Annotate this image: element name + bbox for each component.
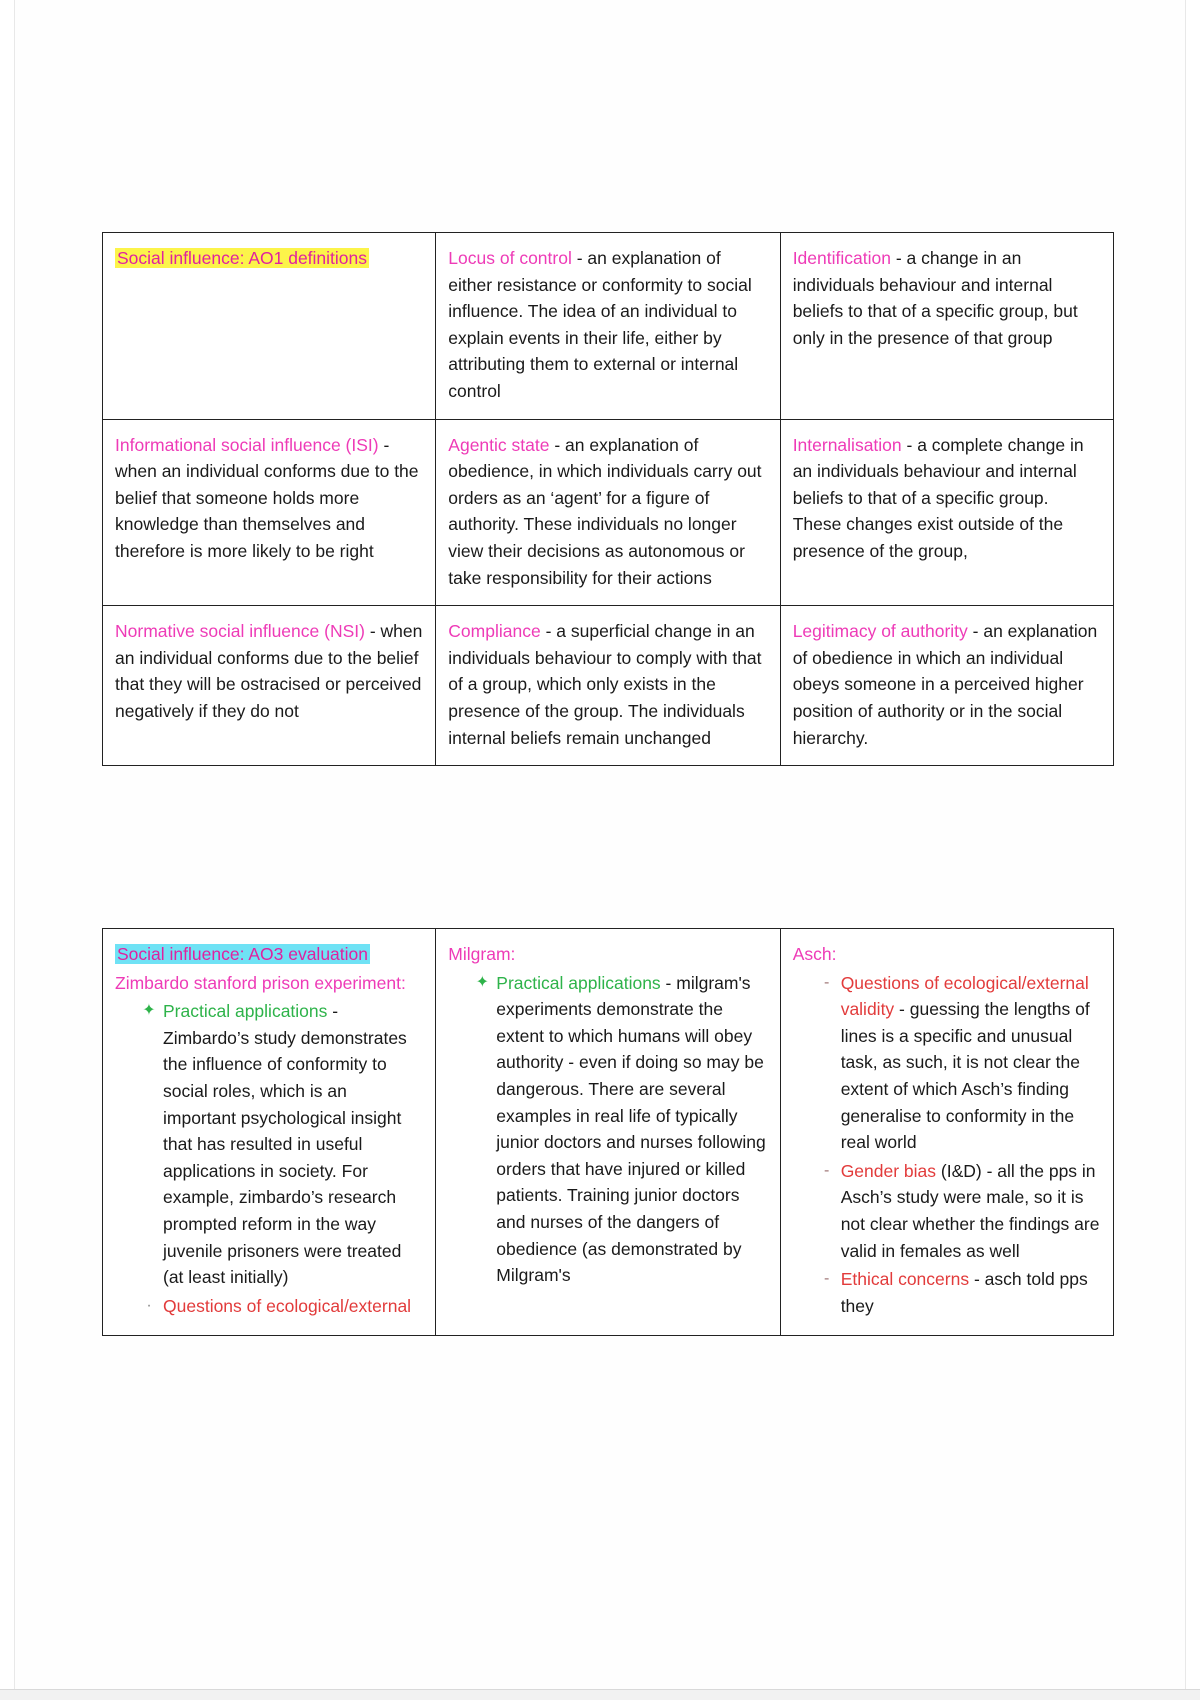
- term-compliance: Compliance: [448, 621, 541, 642]
- dash-marker-icon: -: [824, 1270, 830, 1288]
- point-term: Ethical concerns: [840, 1269, 970, 1290]
- list-item: [474, 970, 767, 1289]
- definition-body: - an explanation of either resistance or conformity to social influence. The idea of an individual to explain events in their life, either by attributing them to external or internal control: [448, 248, 752, 401]
- cell-agentic-state: [436, 419, 780, 606]
- cell-locus-of-control: [436, 233, 780, 420]
- cell-ao1-heading: [103, 233, 436, 420]
- zimbardo-point-list: [115, 998, 423, 1319]
- table-row: [103, 419, 1114, 606]
- list-item: [819, 970, 1101, 1156]
- page-bottom-edge: [0, 1689, 1200, 1700]
- ao1-heading-text: Social influence: AO1 definitions: [117, 248, 368, 268]
- ao1-heading-line: [115, 245, 423, 272]
- table-row: [103, 929, 1114, 1336]
- point-term: Questions of ecological/external: [163, 1295, 412, 1316]
- list-item: [141, 998, 423, 1291]
- cell-asch-evaluation: [780, 929, 1113, 1336]
- cell-zimbardo-evaluation: [103, 929, 436, 1336]
- definition-paragraph: [793, 432, 1101, 565]
- definition-paragraph: [448, 432, 767, 592]
- cell-compliance: [436, 606, 780, 766]
- definition-body: - when an individual conforms due to the belief that they will be ostracised or perceived negatively if they do not: [115, 621, 423, 721]
- cell-internalisation: [780, 419, 1113, 606]
- cell-normative-social-influence: [103, 606, 436, 766]
- cell-milgram-evaluation: [436, 929, 780, 1336]
- milgram-point-list: [448, 970, 767, 1289]
- definitions-table: [102, 232, 1114, 766]
- point-term: Practical applications: [496, 972, 661, 993]
- page-left-margin: [0, 0, 15, 1700]
- cell-legitimacy-of-authority: [780, 606, 1113, 766]
- list-item: [819, 1158, 1101, 1264]
- definition-paragraph: [448, 245, 767, 405]
- definition-body: - a superficial change in an individuals behaviour to comply with that of a group, which only exists in the presence of the group. The individuals internal beliefs remain unchanged: [448, 621, 762, 748]
- definition-paragraph: [115, 618, 423, 724]
- dot-marker-icon: ·: [146, 1296, 152, 1314]
- point-term: Practical applications: [163, 1001, 328, 1022]
- asch-subheading: Asch:: [792, 944, 837, 964]
- point-body: - guessing the lengths of lines is a specific and unusual task, as such, it is not clear the extent of which Asch’s finding generalise to conformity in the real world: [840, 999, 1090, 1153]
- definition-paragraph: [448, 618, 767, 751]
- milgram-subheading: Milgram:: [448, 944, 516, 964]
- definition-body: - a change in an individuals behaviour and internal beliefs to that of a specific group, but only in the presence of that group: [792, 248, 1078, 348]
- point-term: Questions of ecological/external validity: [840, 972, 1089, 1020]
- dash-marker-icon: -: [824, 1161, 830, 1179]
- term-identification: Identification: [792, 248, 891, 268]
- point-term: Gender bias: [840, 1160, 937, 1181]
- term-agentic-state: Agentic state: [448, 434, 550, 455]
- asch-point-list: [793, 970, 1101, 1320]
- plus-marker-icon: ✦: [142, 1002, 156, 1020]
- list-item: [141, 1293, 423, 1320]
- definition-body: - an explanation of obedience, in which individuals carry out orders as an ‘agent’ for a figure of authority. These individuals no longer view their decisions as autonomous or take responsibility for their actions: [448, 434, 762, 588]
- zimbardo-subheading: Zimbardo stanford prison experiment:: [115, 972, 406, 993]
- definition-paragraph: [793, 245, 1101, 351]
- definition-body: - when an individual conforms due to the belief that someone holds more knowledge than themselves and therefore is more likely to be right: [115, 434, 419, 561]
- term-legitimacy-of-authority: Legitimacy of authority: [792, 621, 968, 642]
- evaluation-table: [102, 928, 1114, 1336]
- list-item: [819, 1266, 1101, 1319]
- point-body: - milgram's experiments demonstrate the extent to which humans will obey authority - even if doing so may be dangerous. There are several examples in real life of typically junior doctors and nurses following orders that have injured or killed patients. Training junior doctors and nurses of the dangers of obedience (as demonstrated by Milgram's: [496, 972, 766, 1286]
- term-locus-of-control: Locus of control: [448, 248, 572, 268]
- ao3-heading-text: Social influence: AO3 evaluation: [117, 944, 368, 964]
- cell-informational-social-influence: [103, 419, 436, 606]
- term-normative-social-influence: Normative social influence (NSI): [115, 621, 365, 642]
- definition-paragraph: [793, 618, 1101, 751]
- definition-body: - a complete change in an individuals behaviour and internal beliefs to that of a specific group. These changes exist outside of the presence of the group,: [792, 434, 1084, 561]
- point-body: - Zimbardo’s study demonstrates the influence of conformity to social roles, which is an important psychological insight that has resulted in useful applications in society. For example, zimbardo’s research prompted reform in the way juvenile prisoners were treated (at least initially): [163, 1001, 407, 1288]
- ao3-heading-line: [115, 941, 423, 968]
- term-internalisation: Internalisation: [792, 434, 902, 455]
- definition-body: - an explanation of obedience in which an individual obeys someone in a perceived higher position of authority or in the social hierarchy.: [792, 621, 1098, 748]
- definition-paragraph: [115, 432, 423, 565]
- dash-marker-icon: -: [824, 973, 830, 991]
- page-right-margin: [1185, 0, 1200, 1700]
- term-informational-social-influence: Informational social influence (ISI): [115, 434, 379, 455]
- table-row: [103, 233, 1114, 420]
- point-body: - asch told pps they: [840, 1269, 1088, 1316]
- point-body: (I&D) - all the pps in Asch’s study were male, so it is not clear whether the findings are valid in females as well: [840, 1160, 1100, 1261]
- cell-identification: [780, 233, 1113, 420]
- table-row: [103, 606, 1114, 766]
- plus-marker-icon: ✦: [475, 973, 489, 991]
